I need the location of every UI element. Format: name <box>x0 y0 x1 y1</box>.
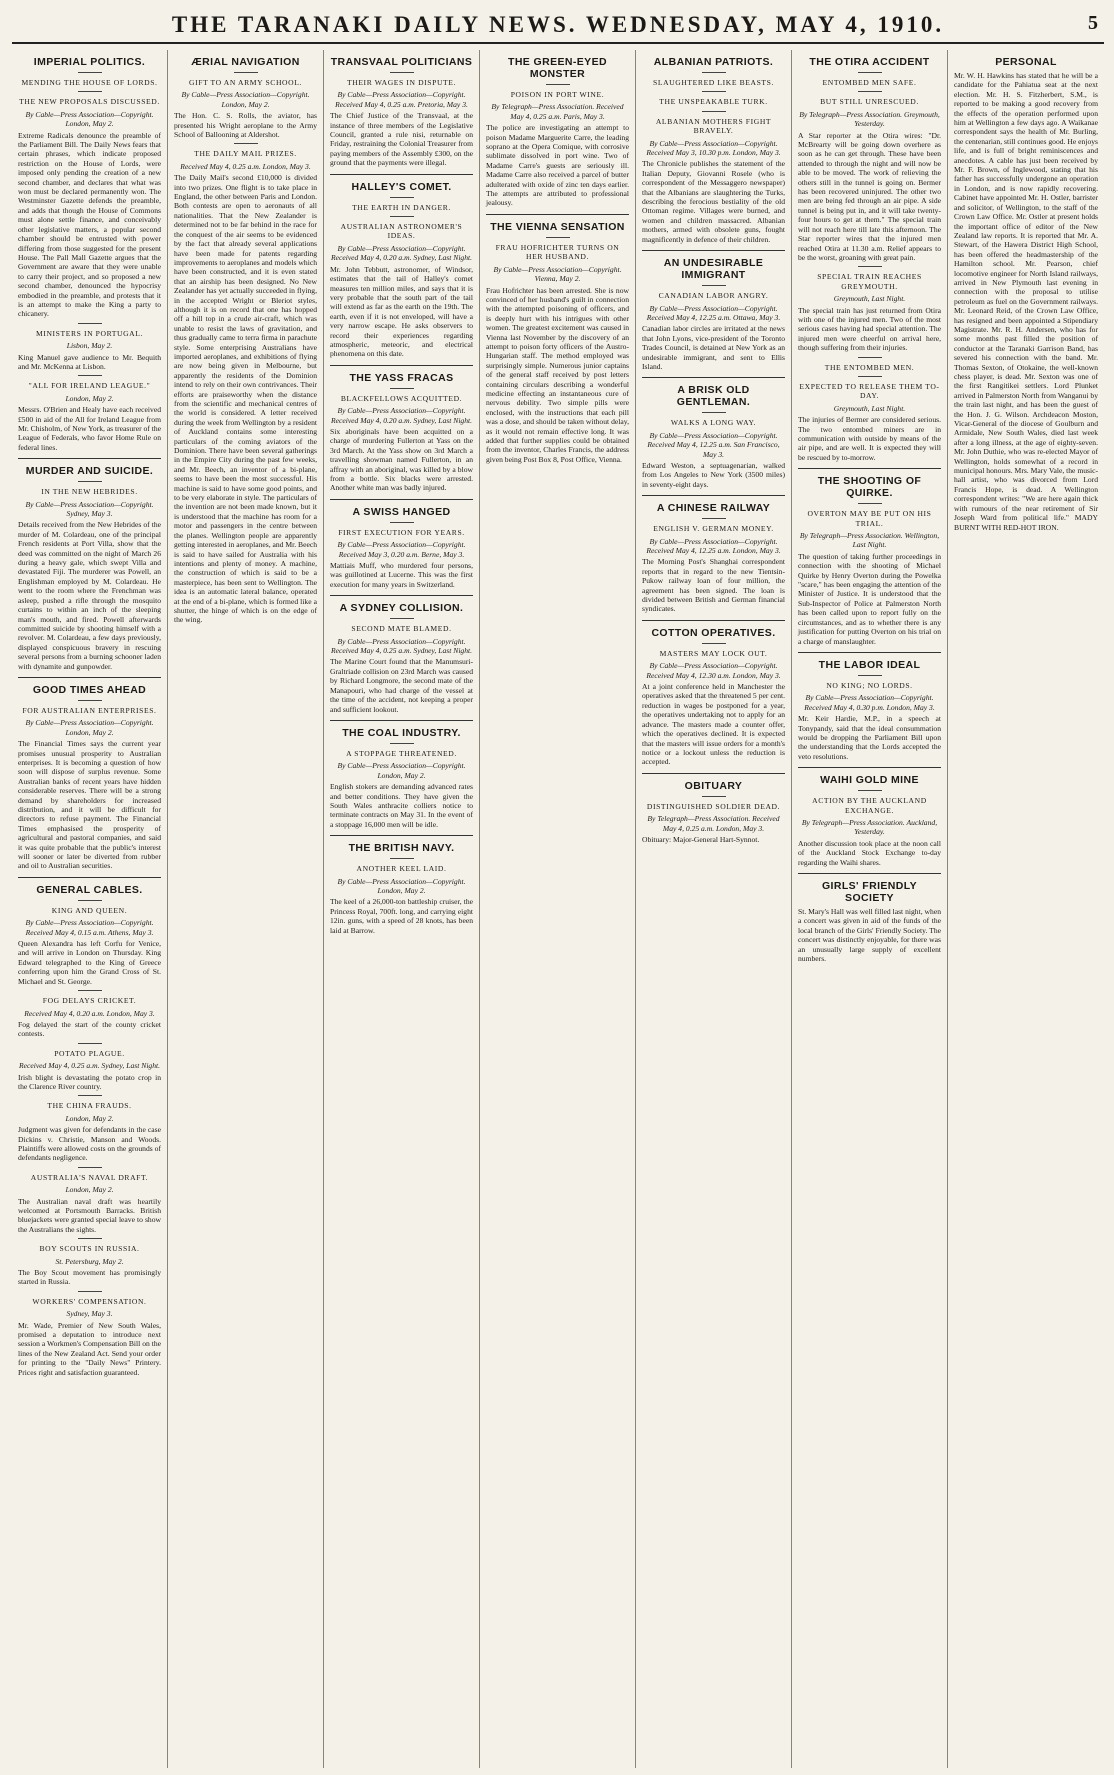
article-dateline: By Telegraph—Press Association. Auckland, Yesterday. <box>801 817 938 837</box>
divider-rule <box>390 197 414 198</box>
article-headline: WAIHI GOLD MINE <box>820 774 919 787</box>
section-rule <box>18 677 161 678</box>
article-subheading: POTATO PLAGUE. <box>54 1048 125 1058</box>
article-dateline: By Telegraph—Press Association. Wellington, Last Night. <box>799 531 940 550</box>
article-headline: AN UNDESIRABLE IMMIGRANT <box>663 257 764 282</box>
article-body: Judgment was given for defendants in the case Dickins v. Christie, Manson and Woods. Plaintiffs were allowed costs on the grounds of defendants negligence. <box>18 1125 161 1163</box>
article-headline: IMPERIAL POLITICS. <box>33 56 146 68</box>
article-headline: ALBANIAN PATRIOTS. <box>653 56 774 68</box>
article-subheading: AUSTRALIAN ASTRONOMER'S IDEAS. <box>340 222 463 241</box>
section-rule <box>642 377 785 378</box>
article <box>486 56 629 208</box>
article <box>642 780 785 845</box>
columns-grid <box>12 50 1104 1768</box>
column-5 <box>636 50 792 1768</box>
article-body: Messrs. O'Brien and Healy have each received £500 in aid of the All for Ireland League from Mr. Chisholm, of New York, as treasurer of the League of Federals, who favor Home Rule on federal lines. <box>18 405 161 452</box>
article-body: Mr. Keir Hardie, M.P., in a speech at Tonypandy, said that the ideal consummation would be dropping the Parliament Bill upon the understanding that the Lords accepted the veto resolutions. <box>798 714 941 761</box>
article-body: The injuries of Bermer are considered serious. The two entombed miners are in communication with outside by means of the air pipe, and are well. It is expected they will be rescued by to-morrow. <box>798 415 941 462</box>
article-subheading: FOG DELAYS CRICKET. <box>42 996 137 1006</box>
article <box>330 56 473 168</box>
article-dateline: By Telegraph—Press Association. Received May 4, 0.25 a.m. Paris, May 3. <box>491 102 624 121</box>
article-subheading: WORKERS' COMPENSATION. <box>32 1296 147 1306</box>
article <box>330 842 473 935</box>
section-rule <box>798 652 941 653</box>
article-headline: THE OTIRA ACCIDENT <box>809 56 930 68</box>
divider-rule <box>858 357 882 358</box>
article-subheading: SLAUGHTERED LIKE BEASTS. <box>653 78 774 87</box>
divider-rule <box>78 1291 102 1292</box>
article <box>18 1095 161 1162</box>
article-dateline: By Cable—Press Association—Copyright. Vienna, May 2. <box>493 264 622 284</box>
divider-rule <box>390 743 414 744</box>
divider-rule <box>78 1043 102 1044</box>
article-dateline: By Cable—Press Association—Copyright. London, May 2. <box>181 90 310 109</box>
article-body: Mattiais Muff, who murdered four persons, was guillotined at Lucerne. This was the first execution for many years in Switzerland. <box>330 561 473 589</box>
divider-rule <box>78 900 102 901</box>
article-body: At a joint conference held in Manchester the operatives asked that the threatened 5 per cent. reduction in wages be postponed for a year, the operatives undertaking not to apply for an advance. The masters made a counter offer, which the operatives declined. It is expected that the masters will issue orders for a month's notice or a lockout unless the reduction is accepted. <box>642 682 785 767</box>
article-body: Mr. Wade, Premier of New South Wales, promised a deputation to introduce next session a Workmen's Compensation Bill on the lines of the New Zealand Act. Send your order for printing to the "Daily News" Printery. Prices right and satisfaction guaranteed. <box>18 1320 161 1377</box>
article-dateline: Greymouth, Last Night. <box>833 403 906 413</box>
section-rule <box>642 495 785 496</box>
article-body: Mr. W. H. Hawkins has stated that he will be a candidate for the Pahiatua seat at the next election. Mr. H. S. Fitzherbert, S.M., is reported to be making a good recovery from the effects of the operation performed upon him at Wellington a few days ago. A Waikanae correspondent says the health of Mr. Burling, the centenarian, still continues good. He enjoys life, and is full of bright reminiscences and anecdotes. A cable has just been received by Mr. F. Brown, of Inglewood, stating that his father has successfully undergone an operation in London, and is now rapidly recovering. Cabinet have appointed Mr. H. Ostler, barrister and solicitor, of Wellington, to the staff of the Crown Law Office. Mr. Ostler at present holds the important office of editor of the New Zealand law reports. It is reported that Mr. A. Stewart, of the Hawera District High School, has been offered the headmastership of the Hamilton school. Mr. Pearson, chief locomotive engineer for North Island railways, arrived in New Plymouth last evening in connection with the proposal to utilise petroleum as fuel on the Government railways. Mr. Leonard Reid, of the Crown Law Office, has resigned and been appointed a Stipendiary Magistrate. Mr. R. H. Andersen, who has for some months past filled the position of conductor at the Taranaki Garrison Band, has severed his connection with the band. Mr. Thomas Sexton, of Otokaine, the well-known chess player, is dead. Mr. Sexton was one of the first Rangitikei settlers. Lord Plunket arrived in Palmerston North from Wanganui by the train last night, and has been the guest of the Hon. J. G. Wilson. Archdeacon Moston, Vicar-General of the diocese of Goulburn and Armidale, New South Wales, died last week after a long illness, at the age of eighty-seven. Mr. John Duthie, who was re-elected Mayor of Wellington, holds somewhat of a record in municipal honours. Mrs. Mary Vale, the music-hall artist, who was divorced from Lord Francis Hope, is dead. A Wellington correspondent writes: "We are here again thick with rumours of the near retirement of Sir Joseph Ward from political life." MADY BURNT WITH RED-HOT IRON. <box>954 71 1098 532</box>
article-headline: THE VIENNA SENSATION <box>490 220 625 233</box>
article-subheading: ENTOMBED MEN SAFE. <box>822 78 917 87</box>
column-7 <box>948 50 1104 1768</box>
article <box>18 56 161 319</box>
article-body: Frau Hofrichter has been arrested. She is now convinced of her husband's guilt in connection with the attempted poisoning of officers, and is deeply hurt with his intrigues with other women. The greatest excitement was caused in Vienna last November by the discovery of an attempt to poison forty officers of the Austro-Hungarian staff. The method employed was surprisingly simple. Numerous junior captains of the general staff received by post letters containing circulars describing a wonderful medicine effecting an instantaneous cure of nervous debility. Two simple pills were enclosed, with the instructions that each pill was a dose, and should be taken without delay, as it would not remain effective long. It was added that further supplies could be obtained from the inventor, Charles Francis, the address given being Post Box 8, Post Office, Vienna. <box>486 285 629 464</box>
article-subheading: CANADIAN LABOR ANGRY. <box>658 291 769 301</box>
article-headline: PERSONAL <box>995 56 1057 68</box>
article <box>642 627 785 767</box>
article-headline: THE COAL INDUSTRY. <box>342 726 461 739</box>
article-body: The Chronicle publishes the statement of the Italian Deputy, Giovanni Rosele (who is correspondent of the Messaggero newspaper) that the Albanians are slaughtering the Turks, describing the ferocious bestiality of the old Ottoman regime. Villages were burned, and women and children massacred. Albanian mothers, armed with obsolete guns, fought magnificently in defence of their children. <box>642 159 785 244</box>
article-dateline: By Cable—Press Association—Copyright. Received May 4, 12.25 a.m. London, May 3. <box>646 536 781 555</box>
section-rule <box>642 773 785 774</box>
article <box>642 257 785 371</box>
article <box>18 684 161 871</box>
divider-rule <box>390 216 414 217</box>
divider-rule <box>702 72 726 73</box>
article-dateline: By Cable—Press Association—Copyright. Received May 3, 0.20 a.m. Berne, May 3. <box>337 540 466 559</box>
article <box>798 880 941 963</box>
section-rule <box>486 214 629 215</box>
article-body: The Chief Justice of the Transvaal, at the instance of three members of the Legislative Council, granted a rule nisi, returnable on Friday, restraining the Colonial Treasurer from paying members of the Assembly £300, on the ground that the payments were illegal. <box>330 111 473 168</box>
article-headline: THE GREEN-EYED MONSTER <box>508 56 607 80</box>
article <box>174 143 317 624</box>
divider-rule <box>546 237 570 238</box>
article <box>330 181 473 359</box>
article <box>18 375 161 452</box>
article-subheading: A STOPPAGE THREATENED. <box>346 748 457 758</box>
article-subheading: KING AND QUEEN. <box>51 905 128 915</box>
article-dateline: London, May 2. <box>65 1113 114 1123</box>
article-subheading: POISON IN PORT WINE. <box>510 90 605 99</box>
article-subheading: MASTERS MAY LOCK OUT. <box>659 648 768 658</box>
article <box>798 266 941 352</box>
divider-rule <box>702 643 726 644</box>
section-rule <box>798 767 941 768</box>
section-rule <box>642 620 785 621</box>
article-dateline: By Cable—Press Association—Copyright. Received May 4, 0.20 a.m. Sydney, Last Night. <box>330 243 473 263</box>
article <box>330 727 473 829</box>
divider-rule <box>702 285 726 286</box>
article-subheading: SECOND MATE BLAMED. <box>351 624 452 634</box>
article-dateline: By Cable—Press Association—Copyright. Received May 4, 0.30 p.m. London, May 3. <box>804 693 935 712</box>
article-headline: A BRISK OLD GENTLEMAN. <box>676 384 751 409</box>
section-rule <box>18 877 161 878</box>
article-headline: THE YASS FRACAS <box>349 371 454 384</box>
article-body: The special train has just returned from Otira with one of the injured men. Two of the most serious cases having had special attention. The injured men were cheerful on arrival here, though suffering from their injuries. <box>798 305 941 353</box>
divider-rule <box>858 503 882 504</box>
divider-rule <box>702 111 726 112</box>
article-subheading: BLACKFELLOWS ACQUITTED. <box>340 393 463 403</box>
article-body: English stokers are demanding advanced rates and better conditions. They have given the South Wales anthracite colliers notice to terminate contracts on May 31. In the event of a stoppage 16,000 men will be idle. <box>330 782 473 829</box>
article-headline: THE BRITISH NAVY. <box>348 842 455 855</box>
article-subheading: THEIR WAGES IN DISPUTE. <box>347 78 456 87</box>
divider-rule <box>702 518 726 519</box>
divider-rule <box>702 412 726 413</box>
article-subheading: NO KING; NO LORDS. <box>826 680 913 690</box>
article-subheading: BUT STILL UNRESCUED. <box>820 97 919 107</box>
divider-rule <box>78 990 102 991</box>
article-subheading: THE NEW PROPOSALS DISCUSSED. <box>19 97 160 107</box>
article <box>18 1043 161 1092</box>
article-body: Canadian labor circles are irritated at the news that John Lyons, vice-president of the Toronto Trades Council, is detained at New York as an undesirable immigrant, and sent to Ellis Island. <box>642 324 785 371</box>
section-rule <box>330 174 473 175</box>
article-dateline: Received May 4, 0.25 a.m. London, May 3. <box>180 161 311 171</box>
article-subheading: WALKS A LONG WAY. <box>670 418 757 428</box>
article-body: Obituary: Major-General Hart-Synnot. <box>642 834 760 844</box>
section-rule <box>330 835 473 836</box>
article-dateline: By Telegraph—Press Association. Greymouth, Yesterday. <box>799 109 940 129</box>
section-rule <box>798 468 941 469</box>
article-headline: THE LABOR IDEAL <box>818 658 921 671</box>
article-subheading: THE UNSPEAKABLE TURK. <box>659 97 768 107</box>
article-body: The Daily Mail's second £10,000 is divided into two prizes. One flight is to take place in England, the other between Paris and London. Both contests are open to aeronauts of all nationalities. That the New Zealander is determined not to be far behind in the race for the conquest of the air seems to be evidenced by the fact that already several applications have been made for patents regarding improvements to aeroplanes and models which have been constructed, and it is even stated that an airship has been designed. No New Zealander has yet actually succeeded in flying, in the accepted Wright or Bleriot styles, although it is on record that one has hopped off a hill top in a crude air-craft, which was unable to resist the laws of gravitation, and thus gradually came to terra firma in parachute style. Some enterprising Australians have imported aeroplanes, and exhibitions of flying are now being given in Melbourne, but apparently the residents of the Dominion intend to rely on their own contrivances. Their efforts are praiseworthy when the distance from the scientific and mechanical centres of the world is considered. A letter received during the week from Wellington by a resident of Auckland contains some interesting particulars of the coming aviators of the Dominion. There have been several gatherings in the Empire City during the past few weeks, and Mr. Beech, an inventor of a bi-plane, seems to have been the most successful. His machine is said to have some good points, and to be very elaborate in style. The particulars of the invention are not been made known, but it is understood that the machine has room for a motor and passengers in the centre between the planes. Wellington people are apparently getting interested in aeroplanes, and Mr. Beech is said to have sailed for Australia with his intentions and plenty of money. A machine, the construction of which is said to be a masterpiece, has been sent to Wellington. The idea is an automatic lateral balance, operated at the end of a bi-plane, which is formed like a shutter, the hinge of which is on the edge of the wing. <box>174 173 317 625</box>
section-rule <box>330 595 473 596</box>
article-subheading: "ALL FOR IRELAND LEAGUE." <box>28 381 151 391</box>
article-subheading: SPECIAL TRAIN REACHES GREYMOUTH. <box>817 272 922 291</box>
article-headline: A SWISS HANGED <box>352 505 451 518</box>
article-subheading: BOY SCOUTS IN RUSSIA. <box>39 1244 140 1254</box>
article-dateline: By Cable—Press Association—Copyright. London, May 2. <box>25 718 154 737</box>
article <box>642 56 785 244</box>
divider-rule <box>858 91 882 92</box>
article-headline: COTTON OPERATIVES. <box>651 626 776 639</box>
article-body: The question of taking further proceedings in connection with the shooting of Michael Quirke by Henry Overton during the Powelka "scare," has been engaging the attention of the Minister of Justice. It is understood that the Sub-Inspector of Police at Palmerston North has been called upon to report fully on the circumstances, and as to whether there is any justification for putting Overton on his trial on a charge of manslaughter. <box>798 551 941 646</box>
article-body: The Morning Post's Shanghai correspondent reports that in regard to the new Tientsin-Pukow railway loan of four million, the agreement has been signed. The loan is divided between British and German financial syndicates. <box>642 557 785 614</box>
divider-rule <box>78 1238 102 1239</box>
article-dateline: By Cable—Press Association—Copyright. London, May 2. <box>337 876 466 895</box>
divider-rule <box>78 1167 102 1168</box>
divider-rule <box>78 1095 102 1096</box>
article <box>18 990 161 1039</box>
article-subheading: ENGLISH V. GERMAN MONEY. <box>653 524 774 534</box>
divider-rule <box>390 522 414 523</box>
divider-rule <box>858 376 882 377</box>
page-number: 5 <box>1088 12 1098 34</box>
article-subheading: FOR AUSTRALIAN ENTERPRISES. <box>22 705 157 715</box>
section-rule <box>798 873 941 874</box>
article-headline: A SYDNEY COLLISION. <box>339 602 464 615</box>
article-headline: GOOD TIMES AHEAD <box>32 683 147 696</box>
article-subheading: THE EARTH IN DANGER. <box>352 202 451 212</box>
divider-rule <box>858 675 882 676</box>
article-subheading: THE ENTOMBED MEN. <box>824 362 915 372</box>
divider-rule <box>390 618 414 619</box>
article-headline: GENERAL CABLES. <box>36 883 143 896</box>
article <box>330 506 473 589</box>
article-body: Fog delayed the start of the county cricket contests. <box>18 1019 161 1039</box>
article-body: St. Mary's Hall was well filled last night, when a concert was given in aid of the funds of the local branch of the Girls' Friendly Society. The concert was distinctly enjoyable, for there was an unusually large supply of excellent numbers. <box>798 907 941 964</box>
article-headline: OBITUARY <box>684 779 743 792</box>
article-dateline: Greymouth, Last Night. <box>833 294 906 304</box>
article-dateline: London, May 2. <box>65 393 114 403</box>
article-subheading: THE CHINA FRAUDS. <box>47 1101 132 1111</box>
article-body: The Australian naval draft was heartily welcomed at Portsmouth Barracks. British bluejackets were granted special leave to show the Australians the sights. <box>18 1196 161 1234</box>
article <box>18 1291 161 1377</box>
divider-rule <box>858 790 882 791</box>
article-body: The Financial Times says the current year promises unusual prosperity to Australian enterprises. It is becoming a question of how soon will dispose of surplus revenue. Some Australian banks of recent years have hidden considerable reserves. There will be a strong demand by shareholders for increased distribution, and it will be difficult for directors to refuse payment. The Financial Times emphasised the prosperity of agricultural and pastoral companies, and said it was quite probable that the public's interest will sooner or later be diverted from rubber and oil to Australian securities. <box>18 739 161 871</box>
article-body: Queen Alexandra has left Corfu for Venice, and will arrive in London on Thursday. King Edward telegraphed to the King of Greece conferring upon him the Grand Cross of St. Michael and St. George. <box>18 939 161 986</box>
article-dateline: By Cable—Press Association—Copyright. London, May 2. <box>25 109 154 129</box>
article-subheading: ANOTHER KEEL LAID. <box>356 864 447 874</box>
article-subheading: OVERTON MAY BE PUT ON HIS TRIAL. <box>807 509 932 528</box>
article-dateline: By Cable—Press Association—Copyright. Received May 4, 12.30 a.m. London, May 3. <box>646 661 781 680</box>
section-rule <box>642 250 785 251</box>
article-headline: GIRLS' FRIENDLY SOCIETY <box>821 880 918 904</box>
divider-rule <box>234 143 258 144</box>
divider-rule <box>78 481 102 482</box>
divider-rule <box>78 375 102 376</box>
article-dateline: By Cable—Press Association—Copyright. Received May 4, 12.25 a.m. San Francisco, May 3. <box>647 430 780 459</box>
divider-rule <box>546 84 570 85</box>
article <box>330 602 473 714</box>
column-4 <box>480 50 636 1768</box>
article-subheading: MENDING THE HOUSE OF LORDS. <box>21 78 158 87</box>
article-subheading: ALBANIAN MOTHERS FIGHT BRAVELY. <box>655 116 772 136</box>
article-dateline: London, May 2. <box>65 1185 114 1195</box>
article-dateline: By Cable—Press Association—Copyright. Received May 4, 0.15 a.m. Athens, May 3. <box>25 918 154 937</box>
article-body: The Hon. C. S. Rolls, the aviator, has presented his Wright aeroplane to the Army School of Ballooning at Aldershot. <box>174 111 317 140</box>
column-2 <box>168 50 324 1768</box>
article-headline: A CHINESE RAILWAY <box>656 502 771 515</box>
divider-rule <box>702 796 726 797</box>
divider-rule <box>390 72 414 73</box>
divider-rule <box>390 388 414 389</box>
article-subheading: THE DAILY MAIL PRIZES. <box>194 149 297 159</box>
article <box>330 372 473 493</box>
article <box>798 357 941 463</box>
article-dateline: By Cable—Press Association—Copyright. London, May 2. <box>337 761 466 780</box>
section-rule <box>330 365 473 366</box>
article-dateline: Received May 4, 0.25 a.m. Sydney, Last Night. <box>18 1061 161 1071</box>
article <box>18 323 161 372</box>
divider-rule <box>78 72 102 73</box>
article <box>954 56 1098 532</box>
article-body: The keel of a 26,000-ton battleship cruiser, the Princess Royal, 700ft. long, and carrying eight 12in. guns, with a speed of 28 knots, has been laid at Barrow. <box>330 897 473 935</box>
article <box>18 884 161 986</box>
divider-rule <box>78 323 102 324</box>
article-subheading: MINISTERS IN PORTUGAL. <box>35 328 144 338</box>
article-dateline: By Cable—Press Association—Copyright. Received May 3, 10.30 p.m. London, May 3. <box>646 138 781 158</box>
article-subheading: GIFT TO AN ARMY SCHOOL. <box>189 78 302 87</box>
divider-rule <box>234 72 258 73</box>
article-dateline: St. Petersburg, May 2. <box>55 1256 124 1266</box>
article-dateline: By Cable—Press Association—Copyright. Sydney, May 3. <box>25 499 154 519</box>
article <box>18 1238 161 1287</box>
article <box>642 384 785 489</box>
article-body: The Marine Court found that the Manumsuri-Graltriade collision on 23rd March was caused by Richard Longmore, the second mate of the Manapouri, who had charge of the vessel at the time of the accident, not keeping a proper and sufficient lookout. <box>330 657 473 714</box>
article-headline: THE SHOOTING OF QUIRKE. <box>817 475 922 500</box>
column-1 <box>12 50 168 1768</box>
article-headline: TRANSVAAL POLITICIANS <box>330 56 473 68</box>
article-dateline: Sydney, May 3. <box>66 1309 113 1319</box>
section-rule <box>18 458 161 459</box>
article <box>642 502 785 614</box>
article-subheading: FIRST EXECUTION FOR YEARS. <box>338 527 465 537</box>
article-subheading: ACTION BY THE AUCKLAND EXCHANGE. <box>812 796 927 815</box>
article-dateline: By Cable—Press Association—Copyright. Received May 4, 0.25 a.m. Pretoria, May 3. <box>335 90 468 109</box>
divider-rule <box>702 91 726 92</box>
article <box>798 475 941 646</box>
article-headline: HALLEY'S COMET. <box>351 180 452 193</box>
article-dateline: By Cable—Press Association—Copyright. Received May 4, 12.25 a.m. Ottawa, May 3. <box>646 303 781 322</box>
article <box>18 465 161 671</box>
article-dateline: Lisbon, May 2. <box>66 341 113 351</box>
article-subheading: EXPECTED TO RELEASE THEM TO-DAY. <box>799 381 940 401</box>
article <box>798 56 941 262</box>
article-body: The police are investigating an attempt to poison Madame Marguerite Carre, the leading soprano at the Opera Comique, with corrosive sublimate dissolved in port wine. Two of Madame Carre's guests are seriously ill. Madame Carre also received a parcel of butter adulterated with oxide of zinc ten days earlier. The attempts are attributed to professional jealousy. <box>486 123 629 208</box>
article-dateline: Received May 4, 0.20 a.m. London, May 3. <box>24 1008 155 1018</box>
divider-rule <box>858 266 882 267</box>
article-subheading: IN THE NEW HEBRIDES. <box>41 487 138 497</box>
masthead-title: THE TARANAKI DAILY NEWS. WEDNESDAY, MAY 4, 1910. <box>171 12 945 37</box>
article-body: Irish blight is devastating the potato crop in the Clarence River country. <box>18 1072 161 1091</box>
article-dateline: By Telegraph—Press Association. Received May 4, 0.25 a.m. London, May 3. <box>647 814 780 833</box>
article-body: Edward Weston, a septuagenarian, walked from Los Angeles to New York (3500 miles) in seventy-eight days. <box>642 460 785 489</box>
column-6 <box>792 50 948 1768</box>
divider-rule <box>390 858 414 859</box>
article-body: Details received from the New Hebrides of the murder of M. Colardeau, one of the principal French residents at Port Villa, show that the deed was committed on the night of March 26 during a heavy gale, which swept Villa and devastated Fiji. The murderer was Powell, an Englishman employed by M. Colardeau. He went to the room where the Frenchman was asleep, pushed a rifle through the mosquito curtains to within an inch of the sleeping man's mouth, and fired. Powell afterwards committed suicide by shooting himself with a revolver. M. Colardeau, a few days previously, displayed conspicuous bravery in rescuing several persons from a burning schooner laden with dynamite and gunpowder. <box>18 520 161 671</box>
article-dateline: By Cable—Press Association—Copyright. Received May 4, 0.25 a.m. Sydney, Last Night. <box>330 636 473 656</box>
article-body: Extreme Radicals denounce the preamble of the Parliament Bill. The Daily News fears that certain phrases, which indicate proposed restriction on the House of Lords, were imposed only pending the creation of a new second chamber, and declares that what was won must be declared permanently won. The Westminster Gazette defends the preamble, and adds that though the House of Commons must alone settle finance, and conceivably other legislative matters, a popular second chamber should be entrusted with power differing from those suggested for the present House. The Pall Mall Gazette argues that the Government are aware that they were unable to carry their project, and so proposed a new second chamber, denounced the hypocrisy embodied in the preamble, and protests that it is an attempt to make the King a party to chicanery. <box>18 130 161 319</box>
masthead <box>12 8 1104 44</box>
divider-rule <box>78 91 102 92</box>
section-rule <box>330 720 473 721</box>
article-body: Six aboriginals have been acquitted on a charge of murdering Fullerton at Yass on the 3rd March. At the Yass show on 3rd March a travelling showman named Fullerton, in an affray with an aboriginal, was killed by a blow from a bottle. Six blacks were arrested. Another white man was badly injured. <box>330 426 473 493</box>
article <box>174 56 317 139</box>
column-3 <box>324 50 480 1768</box>
article-headline: MURDER AND SUICIDE. <box>25 465 154 478</box>
divider-rule <box>858 72 882 73</box>
article <box>798 659 941 761</box>
article <box>18 1167 161 1234</box>
article-subheading: AUSTRALIA'S NAVAL DRAFT. <box>30 1172 149 1182</box>
article <box>798 774 941 867</box>
article <box>486 221 629 464</box>
article-body: A Star reporter at the Otira wires: "Dr. McBrearty will be going down overhere as soon as he can get through. These have been attended to through the night and will now be able to be moved. The work of relieving the others still in the tunnel is going on. Bermer has been recovered uninjured. The other two men are being fed through an air pipe. A side tunnel is being put in, and it will take twenty-four hours to get at them." The special train will not reach here till late this afternoon. The Star reporter wires that the injured men reached Otira at 11.30 a.m. Relief appears to be the worst, groaning with great pain. <box>798 130 941 262</box>
divider-rule <box>78 700 102 701</box>
article-body: Another discussion took place at the noon call of the Auckland Stock Exchange to-day regarding the Waihi shares. <box>798 838 941 867</box>
article-body: Mr. John Tebbutt, astronomer, of Windsor, estimates that the tail of Halley's comet measures ten million miles, and says that it is very probable that the south part of the tail will extend as far as the earth on the 19th. The earth, even if it is not enveloped, will have a very narrow escape. He asks observers to record their experiences regarding atmospheric, meteoric, and electrical phenomena on this date. <box>330 264 473 359</box>
article-dateline: By Cable—Press Association—Copyright. Received May 4, 0.20 a.m. Sydney, Last Night. <box>330 406 473 425</box>
article-body: King Manuel gave audience to Mr. Bequith and Mr. McKenna at Lisbon. <box>18 352 161 371</box>
article-subheading: DISTINGUISHED SOLDIER DEAD. <box>646 801 781 811</box>
section-rule <box>330 499 473 500</box>
article-body: The Boy Scout movement has promisingly started in Russia. <box>18 1268 161 1287</box>
article-subheading: FRAU HOFRICHTER TURNS ON HER HUSBAND. <box>495 242 620 262</box>
article-headline: ÆRIAL NAVIGATION <box>191 56 300 68</box>
